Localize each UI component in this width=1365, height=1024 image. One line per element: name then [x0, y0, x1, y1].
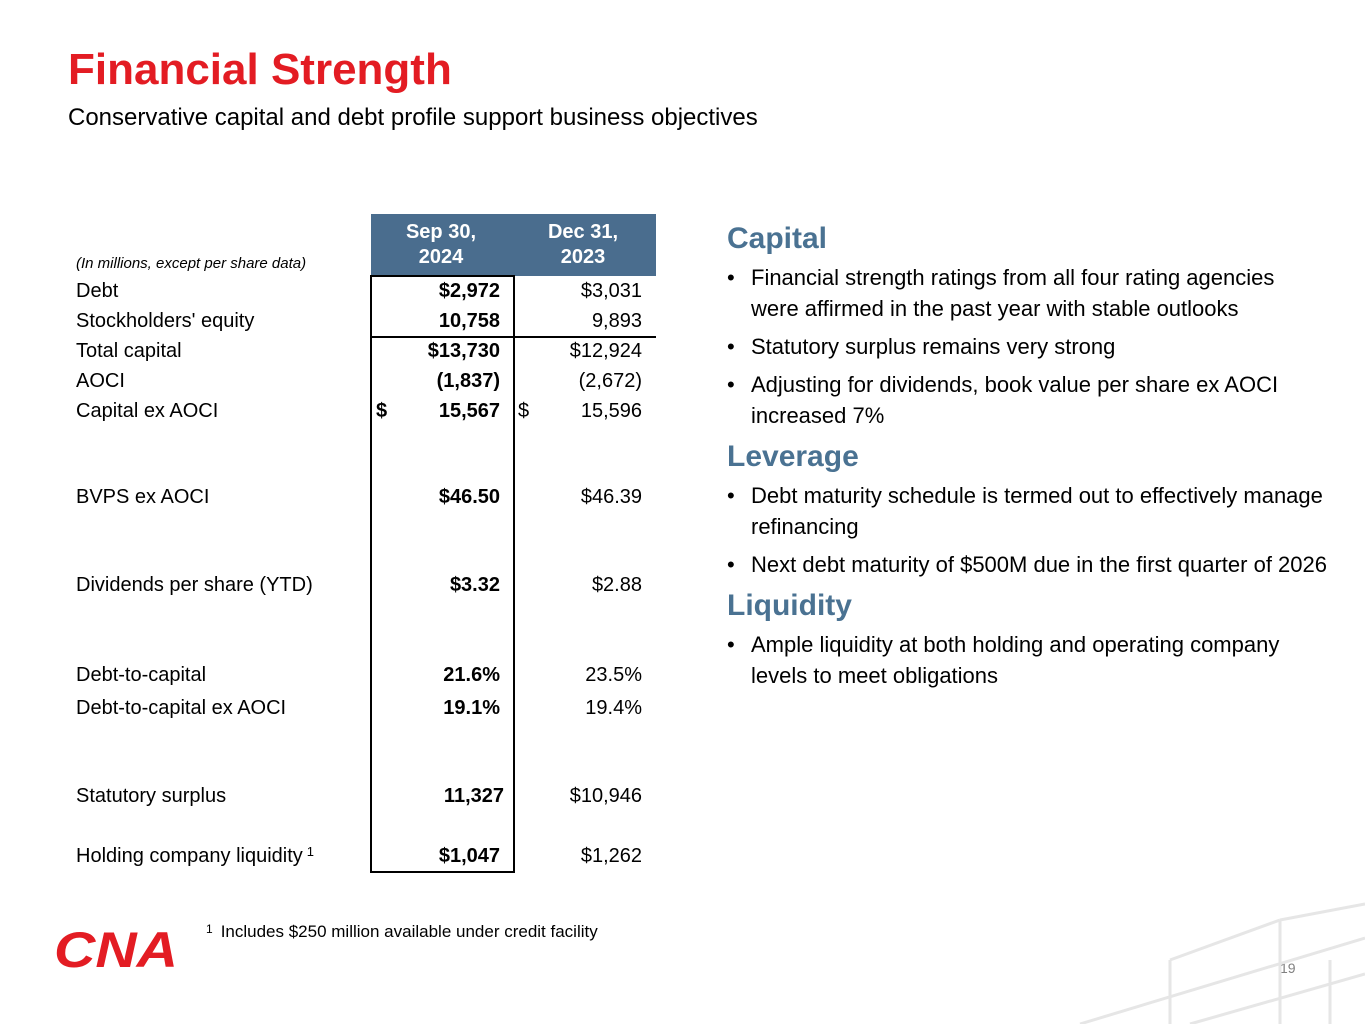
- value-dec-2023: 23.5%: [585, 664, 642, 686]
- row-label: BVPS ex AOCI: [76, 486, 210, 508]
- column-header-line: Dec 31,: [547, 221, 619, 243]
- value-dec-2023: $3,031: [580, 280, 642, 302]
- value-sep-2024: 15,567: [438, 400, 500, 422]
- value-dec-2023: $10,946: [569, 785, 642, 807]
- currency-dec-2023: $: [518, 400, 530, 422]
- row-label: Total capital: [76, 340, 182, 362]
- section-title-liquidity: Liquidity: [727, 589, 852, 622]
- table-row: [70, 570, 656, 600]
- value-sep-2024: 21.6%: [443, 664, 500, 686]
- slide-subtitle: Conservative capital and debt profile support business objectives: [68, 104, 758, 131]
- bullet-item: [727, 262, 1327, 324]
- section-title-leverage: Leverage: [727, 440, 859, 473]
- table-row: [70, 396, 656, 426]
- table-row: [70, 482, 656, 512]
- bullet-item: [727, 480, 1327, 542]
- value-sep-2024: $1,047: [438, 845, 500, 867]
- bullet-text: Debt maturity schedule is termed out to effectively manage refinancing: [751, 483, 1323, 539]
- bullet-text: Statutory surplus remains very strong: [751, 334, 1116, 359]
- table-row: [70, 841, 656, 871]
- row-label: [76, 841, 314, 871]
- column-header-sep-2024: [371, 220, 511, 270]
- cna-logo: [52, 924, 182, 975]
- page-number: 19: [1280, 960, 1296, 976]
- cna-logo-icon: [52, 924, 182, 970]
- table-row: [70, 693, 656, 723]
- column-header-dec-2023: [513, 220, 653, 270]
- value-dec-2023: $12,924: [569, 340, 642, 362]
- bullet-text: Ample liquidity at both holding and operating company levels to meet obligations: [751, 632, 1280, 688]
- footnote: [206, 922, 598, 942]
- section-title-capital: Capital: [727, 222, 828, 255]
- value-sep-2024: $46.50: [438, 486, 500, 508]
- footnote-text: Includes $250 million available under credit facility: [220, 922, 598, 941]
- currency-sep-2024: $: [376, 400, 388, 422]
- bullet-icon: •: [727, 334, 735, 359]
- bullet-text: Adjusting for dividends, book value per share ex AOCI increased 7%: [751, 372, 1279, 428]
- column-header-line: 2023: [560, 246, 606, 268]
- value-dec-2023: $2.88: [591, 574, 642, 596]
- table-row: [70, 336, 656, 366]
- row-label: Debt-to-capital: [76, 664, 207, 686]
- row-label: Stockholders' equity: [76, 310, 255, 332]
- row-label: Debt-to-capital ex AOCI: [76, 697, 287, 719]
- table-row: [70, 366, 656, 396]
- value-dec-2023: 15,596: [580, 400, 642, 422]
- table-row: [70, 306, 656, 336]
- footnote-marker: 1: [306, 844, 315, 859]
- row-label: AOCI: [76, 370, 125, 392]
- table-row: [70, 276, 656, 306]
- row-label: Dividends per share (YTD): [76, 574, 313, 596]
- table-row: [70, 781, 656, 811]
- value-sep-2024: 10,758: [438, 310, 500, 332]
- cna-logo-text: CNA: [54, 924, 178, 970]
- decorative-grid-icon: [1040, 900, 1365, 1024]
- bullet-item: [727, 549, 1327, 580]
- financial-table: [70, 214, 656, 874]
- value-sep-2024: $13,730: [427, 340, 500, 362]
- value-dec-2023: $1,262: [580, 845, 642, 867]
- column-header-line: 2024: [418, 246, 464, 268]
- value-dec-2023: $46.39: [580, 486, 642, 508]
- bullet-text: Financial strength ratings from all four rating agencies were affirmed in the past year with stable outlooks: [751, 265, 1275, 321]
- value-sep-2024: $2,972: [438, 280, 500, 302]
- bullet-icon: •: [727, 632, 735, 657]
- bullet-text: Next debt maturity of $500M due in the first quarter of 2026: [751, 552, 1327, 577]
- bullet-icon: •: [727, 483, 735, 508]
- commentary-panel: [727, 214, 1327, 698]
- bullet-icon: •: [727, 372, 735, 397]
- value-dec-2023: (2,672): [578, 370, 642, 392]
- footnote-number: 1: [206, 922, 213, 936]
- value-dec-2023: 9,893: [591, 310, 642, 332]
- value-sep-2024: (1,837): [436, 370, 500, 392]
- value-sep-2024: 19.1%: [443, 697, 500, 719]
- table-row: [70, 660, 656, 690]
- value-sep-2024: $3.32: [449, 574, 500, 596]
- bullet-icon: •: [727, 265, 735, 290]
- bullet-item: [727, 629, 1327, 691]
- row-label-text: Holding company liquidity: [76, 845, 303, 867]
- bullet-item: [727, 331, 1327, 362]
- row-label: Statutory surplus: [76, 785, 227, 807]
- bullet-icon: •: [727, 552, 735, 577]
- slide-title: Financial Strength: [68, 45, 452, 94]
- row-label: Capital ex AOCI: [76, 400, 219, 422]
- column-header-line: Sep 30,: [405, 221, 477, 243]
- value-sep-2024: 11,327: [443, 785, 504, 807]
- value-dec-2023: 19.4%: [585, 697, 642, 719]
- bullet-item: [727, 369, 1327, 431]
- units-note: (In millions, except per share data): [76, 255, 307, 272]
- row-label: Debt: [76, 280, 119, 302]
